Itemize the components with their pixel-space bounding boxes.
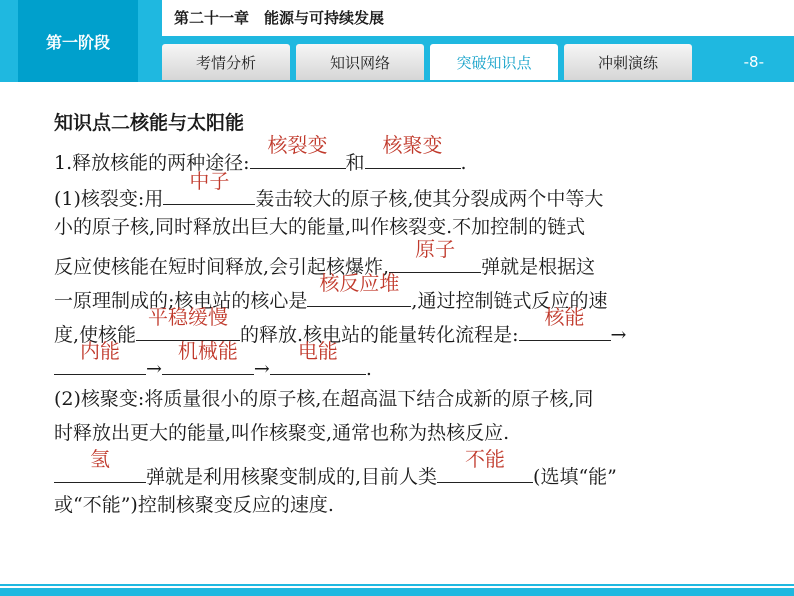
text-line: 内能 → 机械能 → 电能 . <box>54 350 372 376</box>
text-line: (2)核聚变:将质量很小的原子核,在超高温下结合成新的原子核,同 <box>54 388 594 410</box>
answer-blank: 氢 <box>54 458 146 483</box>
footer-bar <box>0 588 794 596</box>
stage-label: 第一阶段 <box>18 0 138 82</box>
answer-blank: 电能 <box>270 350 366 375</box>
answer-blank: 中子 <box>163 180 255 205</box>
text-line: 一原理制成的;核电站的核心是 核反应堆 ,通过控制链式反应的速 <box>54 271 608 312</box>
answer-blank: 不能 <box>437 458 533 483</box>
chapter-title: 第二十一章 能源与可持续发展 <box>162 0 794 36</box>
answer-blank: 核聚变 <box>365 144 461 169</box>
answer-blank: 机械能 <box>162 350 254 375</box>
text-line: 或“不能”)控制核聚变反应的速度. <box>54 494 334 516</box>
text-line: 度,使核能 平稳缓慢 的释放.核电站的能量转化流程是: 核能 → <box>54 305 627 346</box>
text-line: 反应使核能在短时间释放,会引起核爆炸, 原子 弹就是根据这 <box>54 237 596 278</box>
text-line: 小的原子核,同时释放出巨大的能量,叫作核裂变.不加控制的链式 <box>54 216 586 238</box>
section-title: 知识点二核能与太阳能 <box>54 112 245 134</box>
answer-blank: 核裂变 <box>250 144 346 169</box>
tab-practice[interactable]: 冲刺演练 <box>564 44 692 80</box>
answer-blank: 核反应堆 <box>307 282 411 307</box>
page-number: -8- <box>743 53 764 71</box>
text-line: 时释放出更大的能量,叫作核聚变,通常也称为热核反应. <box>54 422 510 444</box>
header-bar <box>0 0 794 82</box>
tab-knowledge-network[interactable]: 知识网络 <box>296 44 424 80</box>
tab-exam-analysis[interactable]: 考情分析 <box>162 44 290 80</box>
answer-blank: 原子 <box>389 248 481 273</box>
answer-blank: 平稳缓慢 <box>136 316 240 341</box>
answer-blank: 核能 <box>519 316 611 341</box>
text-line: (1)核裂变:用 中子 轰击较大的原子核,使其分裂成两个中等大 <box>54 169 604 210</box>
text-line: 氢 弹就是利用核聚变制成的,目前人类 不能 (选填“能” <box>54 458 617 484</box>
tab-key-points[interactable]: 突破知识点 <box>430 44 558 80</box>
text-line: 1.释放核能的两种途径: 核裂变 和 核聚变 . <box>54 133 467 174</box>
footer-divider <box>0 584 794 586</box>
answer-blank: 内能 <box>54 350 146 375</box>
